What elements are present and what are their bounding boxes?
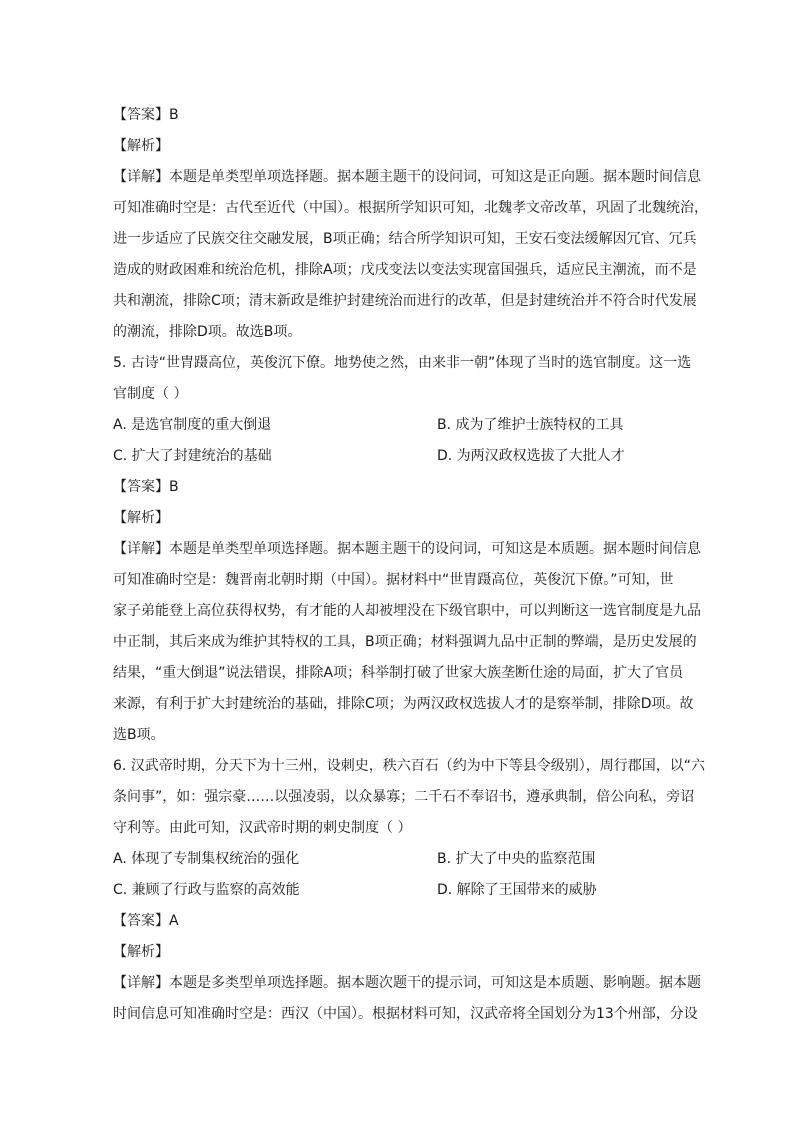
q6-answer: 【答案】A <box>113 913 179 929</box>
q5-options-row-1 <box>113 410 709 441</box>
q4-detail-line: 的潮流，排除D项。故选B项。 <box>113 324 302 340</box>
q6-detail-line: 【详解】本题是多类型单项选择题。据本题次题干的提示词，可知这是本质题、影响题。据本题 <box>113 975 701 991</box>
q5-option-a: A. 是选官制度的重大倒退 <box>113 417 272 433</box>
q5-answer: 【答案】B <box>113 479 179 495</box>
q4-detail-line: 进一步适应了民族交往交融发展，B项正确；结合所学知识可知，王安石变法缓解因冗官、冗兵 <box>113 231 697 247</box>
q4-answer: 【答案】B <box>113 107 179 123</box>
q6-option-a: A. 体现了专制集权统治的强化 <box>113 851 300 867</box>
q6-options-row-2 <box>113 875 709 906</box>
q5-detail-line: 【详解】本题是单类型单项选择题。据本题主题干的设问词，可知这是本质题。据本题时间信息 <box>113 541 701 557</box>
q5-detail-line: 中正制，其后来成为维护其特权的工具，B项正确；材料强调九品中正制的弊端，是历史发展的 <box>113 634 697 650</box>
q5-stem-line: 5. 古诗“世胄蹑高位，英俊沉下僚。地势使之然，由来非一朝”体现了当时的选官制度。这一选 <box>113 355 692 371</box>
q6-stem-line: 守利等。由此可知，汉武帝时期的刺史制度（ ） <box>113 820 412 836</box>
q4-detail-line: 共和潮流，排除C项；清末新政是维护封建统治而进行的改革，但是封建统治并不符合时代发展 <box>113 293 697 309</box>
q5-detail-line: 来源，有利于扩大封建统治的基础，排除C项；为两汉政权选拔人才的是察举制，排除D项。故 <box>113 696 694 712</box>
document-page <box>113 100 709 1030</box>
q5-detail-line: 结果，“重大倒退”说法错误，排除A项；科举制打破了世家大族垄断仕途的局面，扩大了官员 <box>113 665 684 681</box>
q5-option-d: D. 为两汉政权选拔了大批人才 <box>437 448 625 464</box>
q4-analysis-label: 【解析】 <box>113 138 169 154</box>
q6-option-c: C. 兼顾了行政与监察的高效能 <box>113 882 300 898</box>
q6-detail-line: 时间信息可知准确时空是：西汉（中国）。根据材料可知，汉武帝将全国划分为13个州部，分设 <box>113 1006 698 1022</box>
q4-detail-line: 造成的财政困难和统治危机，排除A项；戊戌变法以变法实现富国强兵，适应民主潮流，而不是 <box>113 262 697 278</box>
q5-detail-line: 选B项。 <box>113 727 165 743</box>
q5-options-row-2 <box>113 441 709 472</box>
q4-detail-line: 【详解】本题是单类型单项选择题。据本题主题干的设问词，可知这是正向题。据本题时间信息 <box>113 169 701 185</box>
q6-stem-line: 条问事”，如：强宗豪……以强凌弱，以众暴寡；二千石不奉诏书，遵承典制，倍公向私，旁诏 <box>113 789 695 805</box>
q6-option-b: B. 扩大了中央的监察范围 <box>437 851 596 867</box>
q5-stem-line: 官制度（ ） <box>113 386 188 402</box>
q5-detail-line: 家子弟能登上高位获得权势，有才能的人却被埋没在下级官职中，可以判断这一选官制度是九品 <box>113 603 701 619</box>
q6-analysis-label: 【解析】 <box>113 944 169 960</box>
q6-option-d: D. 解除了王国带来的威胁 <box>437 882 597 898</box>
q5-option-c: C. 扩大了封建统治的基础 <box>113 448 272 464</box>
q6-options-row-1 <box>113 844 709 875</box>
q5-detail-line: 可知准确时空是：魏晋南北朝时期（中国）。据材料中“世胄蹑高位，英俊沉下僚。”可知，世 <box>113 572 674 588</box>
q5-analysis-label: 【解析】 <box>113 510 169 526</box>
q5-option-b: B. 成为了维护士族特权的工具 <box>437 417 624 433</box>
q6-stem-line: 6. 汉武帝时期，分天下为十三州，设刺史，秩六百石（约为中下等县令级别），周行郡国，以“六 <box>113 758 706 774</box>
q4-detail-line: 可知准确时空是：古代至近代（中国）。根据所学知识可知，北魏孝文帝改革，巩固了北魏统治， <box>113 200 708 216</box>
